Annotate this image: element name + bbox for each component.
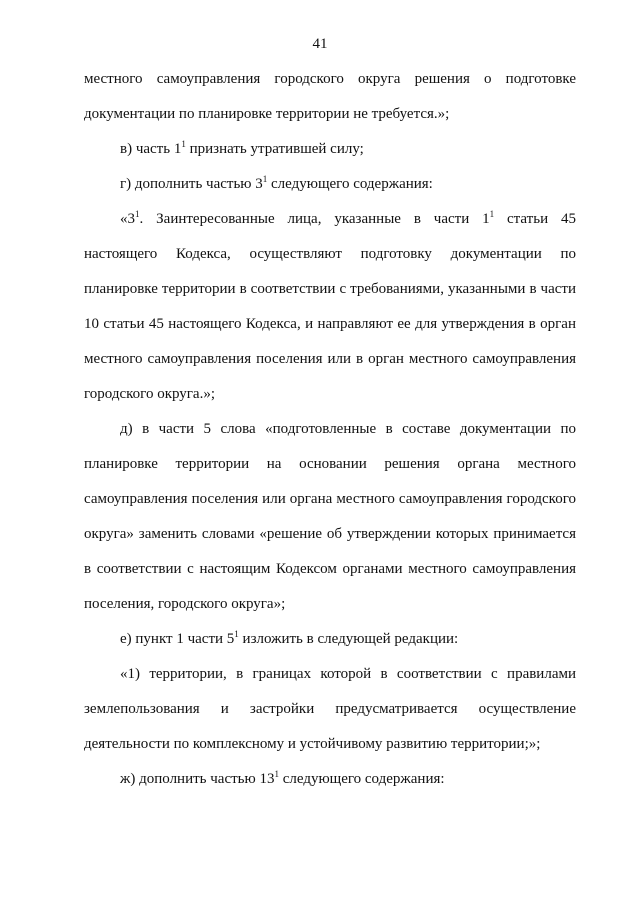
text-line: самоуправления поселения или органа местного самоуправления городского xyxy=(84,491,576,507)
text-line: настоящего Кодекса, осуществляют подготовку документации по xyxy=(84,246,576,262)
text-line: землепользования и застройки предусматривается осуществление xyxy=(84,701,576,717)
text-fragment: статьи 45 xyxy=(494,211,576,227)
text-line: 10 статьи 45 настоящего Кодекса, и направляют ее для утверждения в орган xyxy=(84,316,576,332)
text-line xyxy=(120,140,576,158)
text-line xyxy=(120,630,576,648)
text-fragment: «3 xyxy=(120,211,135,227)
superscript: 1 xyxy=(262,174,268,184)
text-line xyxy=(120,770,576,788)
text-line: поселения, городского округа»; xyxy=(84,596,286,612)
text-line: д) в части 5 слова «подготовленные в составе документации по xyxy=(120,421,576,437)
text-fragment: . Заинтересованные лица, указанные в части 1 xyxy=(139,211,490,227)
superscript: 1 xyxy=(274,769,279,779)
text-fragment: г) дополнить частью 3 xyxy=(120,176,263,192)
text-line: городского округа.»; xyxy=(84,386,216,402)
text-line: документации по планировке территории не требуется.»; xyxy=(84,106,450,122)
superscript: 1 xyxy=(135,209,140,219)
text-line: округа» заменить словами «решение об утверждении которых принимается xyxy=(84,526,576,542)
superscript: 1 xyxy=(489,209,495,219)
text-line: планировке территории в соответствии с требованиями, указанными в части xyxy=(84,281,576,297)
text-line: местного самоуправления городского округа решения о подготовке xyxy=(84,71,576,87)
text-line: деятельности по комплексному и устойчивому развитию территории;»; xyxy=(84,736,541,752)
text-line xyxy=(120,175,576,193)
text-line: в соответствии с настоящим Кодексом органами местного самоуправления xyxy=(84,561,576,577)
text-fragment: е) пункт 1 части 5 xyxy=(120,631,235,647)
text-fragment: следующего содержания: xyxy=(278,771,445,787)
superscript: 1 xyxy=(234,629,239,639)
text-fragment: ж) дополнить частью 13 xyxy=(120,771,275,787)
superscript: 1 xyxy=(181,139,186,149)
text-fragment: следующего содержания: xyxy=(267,176,433,192)
text-line xyxy=(120,210,576,228)
text-fragment: изложить в следующей редакции: xyxy=(238,631,459,647)
text-fragment: признать утратившей силу; xyxy=(185,141,364,157)
text-line: «1) территории, в границах которой в соответствии с правилами xyxy=(120,666,576,682)
text-fragment: в) часть 1 xyxy=(120,141,182,157)
page-number: 41 xyxy=(312,36,328,52)
text-line: местного самоуправления поселения или в орган местного самоуправления xyxy=(84,351,576,367)
text-line: планировке территории на основании решения органа местного xyxy=(84,456,576,472)
